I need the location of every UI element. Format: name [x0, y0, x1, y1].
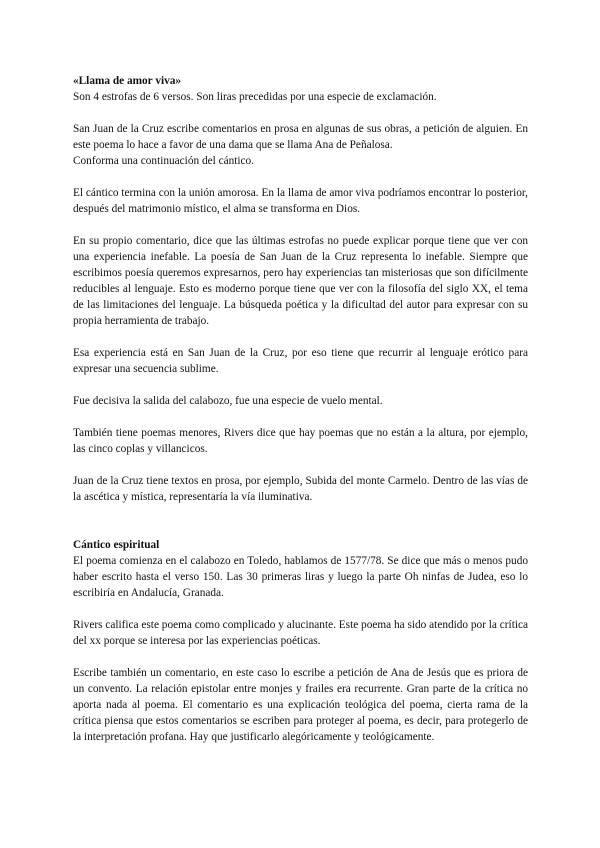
paragraph — [73, 617, 528, 649]
paragraph — [73, 185, 528, 217]
paragraph-line: En su propio comentario, dice que las últimas estrofas no puede explicar porque tiene que ver con una experiencia inefable. La poesía de San Juan de la Cruz representa lo inefable. Siempre que escribimos poesía queremos expresarnos, pero hay experiencias tan misteriosas que son difícilmente reducibles al lenguaje. Esto es moderno porque tiene que ver con la filosofía del siglo XX, el tema de las limitaciones del lenguaje. La búsqueda poética y la dificultad del autor para expresar con su propia herramienta de trabajo. — [73, 235, 528, 327]
paragraph-line: Esa experiencia está en San Juan de la Cruz, por eso tiene que recurrir al lenguaje erótico para expresar una secuencia sublime. — [73, 347, 528, 375]
paragraph-line: El cántico termina con la unión amorosa. En la llama de amor viva podríamos encontrar lo posterior, después del matrimonio místico, el alma se transforma en Dios. — [73, 187, 528, 215]
section-llama-de-amor-viva — [73, 73, 528, 505]
paragraph-line: Rivers califica este poema como complicado y alucinante. Este poema ha sido atendido por la crítica del xx porque se interesa por las experiencias poéticas. — [73, 619, 528, 647]
section-cantico-espiritual — [73, 537, 528, 745]
paragraph — [73, 121, 528, 169]
paragraph-line: Fue decisiva la salida del calabozo, fue una especie de vuelo mental. — [73, 395, 383, 407]
document-page — [73, 73, 528, 745]
paragraph — [73, 233, 528, 329]
section-heading: Cántico espiritual — [73, 539, 160, 551]
paragraph — [73, 553, 528, 601]
paragraph-line: Conforma una continuación del cántico. — [73, 155, 255, 167]
paragraph — [73, 345, 528, 377]
paragraph — [73, 665, 528, 745]
paragraph — [73, 393, 528, 409]
paragraph-line: Escribe también un comentario, en este caso lo escribe a petición de Ana de Jesús que es priora de un convento. La relación epistolar entre monjes y frailes era recurrente. Gran parte de la crítica no aporta nada al poema. El comentario es una explicación teológica del poema, cierta rama de la crítica piensa que estos comentarios se escriben para proteger al poema, es decir, para protegerlo de la interpretación profana. Hay que justificarlo alegóricamente y teológicamente. — [73, 667, 528, 743]
paragraph-line: Son 4 estrofas de 6 versos. Son liras precedidas por una especie de exclamación. — [73, 91, 437, 103]
paragraph-line: El poema comienza en el calabozo en Toledo, hablamos de 1577/78. Se dice que más o menos pudo haber escrito hasta el verso 150. Las 30 primeras liras y luego la parte Oh ninfas de Judea, eso lo escribiría en Andalucía, Granada. — [73, 555, 528, 599]
section-spacer — [73, 521, 528, 537]
paragraph — [73, 473, 528, 505]
section-heading: «Llama de amor viva» — [73, 75, 182, 87]
paragraph — [73, 89, 528, 105]
paragraph — [73, 425, 528, 457]
paragraph-line: También tiene poemas menores, Rivers dice que hay poemas que no están a la altura, por ejemplo, las cinco coplas y villancicos. — [73, 427, 528, 455]
paragraph-line: Juan de la Cruz tiene textos en prosa, por ejemplo, Subida del monte Carmelo. Dentro de las vías de la ascética y mística, representaría la vía iluminativa. — [73, 475, 528, 503]
paragraph-line: San Juan de la Cruz escribe comentarios en prosa en algunas de sus obras, a petición de alguien. En este poema lo hace a favor de una dama que se llama Ana de Peñalosa. — [73, 123, 528, 151]
